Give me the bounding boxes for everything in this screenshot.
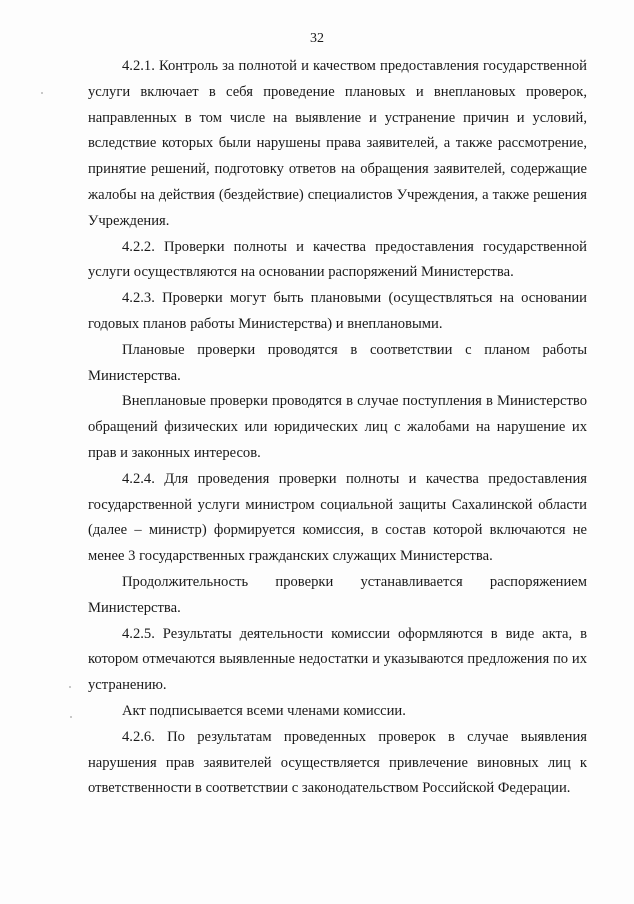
paragraph-unplanned-checks: Внеплановые проверки проводятся в случае поступления в Министерство обращений физических или юридических лиц с жалобами на нарушение их прав и законных интересов. — [88, 393, 587, 461]
paragraph-4-2-3: 4.2.3. Проверки могут быть плановыми (осуществляться на основании годовых планов работы Министерства) и внеплановыми. — [88, 290, 587, 332]
paragraph-check-duration: Продолжительность проверки устанавливается распоряжением Министерства. — [88, 573, 587, 616]
paragraph-4-2-5: 4.2.5. Результаты деятельности комиссии оформляются в виде акта, в котором отмечаются выявленные недостатки и указываются предложения по их устранению. — [88, 625, 587, 694]
document-body — [88, 54, 587, 802]
paragraph-act-signing: Акт подписывается всеми членами комиссии. — [122, 702, 406, 719]
paragraph-4-2-1: 4.2.1. Контроль за полнотой и качеством предоставления государственной услуги включает в себя проведение плановых и внеплановых проверок, направленных в том числе на выявление и устранение причин и условий, вследствие которых были нарушены права заявителей, а также рассмотрение, принятие решений, подготовку ответов на обращения заявителей, содержащие жалобы на действия (бездействие) специалистов Учреждения, а также решения Учреждения. — [88, 58, 587, 229]
page-number: 32 — [310, 31, 324, 46]
paragraph-4-2-6: 4.2.6. По результатам проведенных проверок в случае выявления нарушения прав заявителей осуществляется привлечение виновных лиц к ответственности в соответствии с законодательством Российской Федерации. — [88, 728, 587, 797]
scan-speck — [41, 92, 43, 94]
scan-speck — [70, 716, 72, 718]
paragraph-planned-checks: Плановые проверки проводятся в соответствии с планом работы Министерства. — [88, 341, 587, 384]
scan-speck — [69, 686, 71, 688]
paragraph-4-2-2: 4.2.2. Проверки полноты и качества предоставления государственной услуги осуществляются на основании распоряжений Министерства. — [88, 238, 587, 281]
paragraph-4-2-4: 4.2.4. Для проведения проверки полноты и качества предоставления государственной услуги министром социальной защиты Сахалинской области (далее – министр) формируется комиссия, в состав которой включаются не менее 3 государственных гражданских служащих Министерства. — [88, 470, 587, 565]
